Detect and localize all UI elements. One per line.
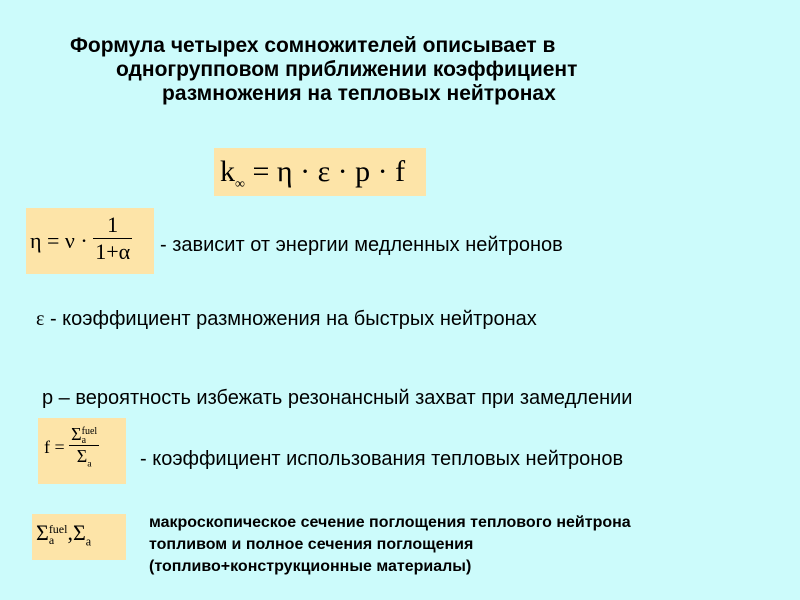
a-subscript: a xyxy=(48,532,55,547)
f-denominator xyxy=(69,446,99,470)
comma: , xyxy=(67,520,73,545)
equals-sign: = xyxy=(252,155,270,188)
sigma-symbol: Σ xyxy=(71,424,82,444)
k-infinity-formula xyxy=(214,148,426,196)
note-line-3: (топливо+конструкционные материалы) xyxy=(149,558,472,575)
eta-lhs: η = ν · xyxy=(30,227,88,253)
sigma-symbol: Σ xyxy=(72,520,86,545)
infinity-subscript: ∞ xyxy=(235,177,245,192)
eta-fraction xyxy=(93,212,132,265)
k-infinity-rhs: η · ε · p · f xyxy=(276,155,406,188)
epsilon-description-line xyxy=(36,308,537,331)
epsilon-description: - коэффициент размножения на быстрых нейтронах xyxy=(44,308,537,330)
cross-section-note xyxy=(149,512,631,578)
eta-description: - зависит от энергии медленных нейтронов xyxy=(160,234,563,256)
k-symbol: k xyxy=(220,155,235,188)
title-line-2: одногрупповом приближении коэффициент xyxy=(116,58,578,81)
note-line-1: макроскопическое сечение поглощения теплового нейтрона xyxy=(149,514,631,531)
fuel-superscript: fuel xyxy=(48,521,68,536)
eta-denominator: 1+α xyxy=(95,239,131,264)
f-description: - коэффициент использования тепловых нейтронов xyxy=(140,448,624,470)
p-description: р – вероятность избежать резонансный захват при замедлении xyxy=(42,387,633,409)
a-subscript: a xyxy=(87,458,92,470)
fuel-superscript: fuel xyxy=(81,425,98,437)
sigma-symbol: Σ xyxy=(36,520,49,545)
title-line-3: размножения на тепловых нейтронах xyxy=(162,82,556,105)
eta-formula xyxy=(26,208,154,274)
f-formula xyxy=(38,418,126,484)
f-numerator xyxy=(69,424,99,446)
note-line-2: топливом и полное сечения поглощения xyxy=(149,536,474,553)
sigmas-formula xyxy=(32,514,126,560)
a-subscript: a xyxy=(81,434,87,446)
f-lhs: f = xyxy=(44,437,65,458)
title-line-1: Формула четырех сомножителей описывает в xyxy=(70,34,556,57)
epsilon-symbol: ε xyxy=(36,308,45,330)
eta-numerator: 1 xyxy=(93,212,132,239)
f-fraction xyxy=(69,424,99,470)
a-subscript: a xyxy=(85,534,92,549)
sigma-symbol: Σ xyxy=(76,446,88,466)
